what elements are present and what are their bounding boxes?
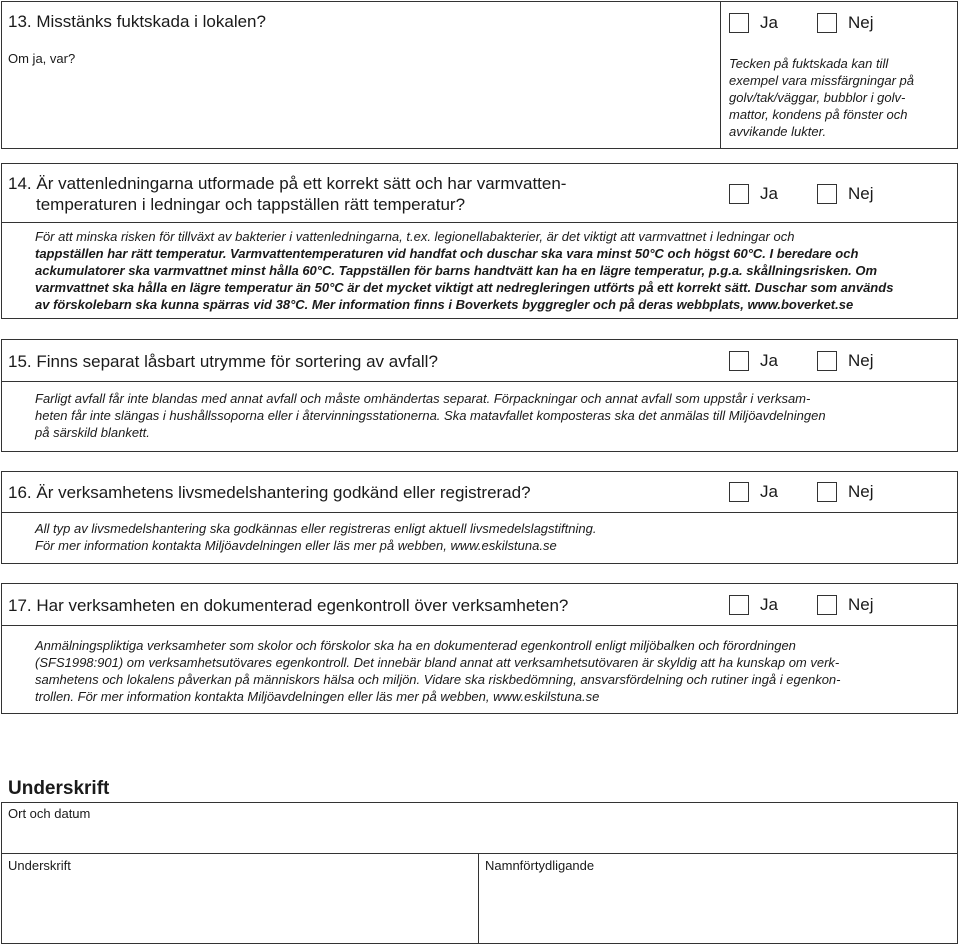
q16-yes-label: Ja [760,482,778,501]
q14-question-line: 14. Är vattenledningarna utformade på ett korrekt sätt och har varmvatten- [8,174,567,193]
place-date-label: Ort och datum [8,806,91,821]
q14-note [35,228,955,313]
q17-question: 17. Har verksamheten en dokumenterad egenkontroll över verksamheten? [8,596,569,615]
q17-divider [2,625,957,626]
q15-yes-checkbox[interactable] [729,351,749,371]
signature-field[interactable] [4,874,474,940]
q14-note-line: varmvattnet ska hålla en lägre temperatur än 50°C är det mycket viktigt att nedregleringen utförts på ett korrekt sätt. Duschar som används [35,280,894,295]
q14-question-line: temperaturen i ledningar och tappställen rätt temperatur? [36,195,466,214]
q15-note-line: heten får inte slängas i hushållssoporna eller i återvinningsstationerna. Ska matavfallet komposteras ska det anmälas till Miljöavdelningen [35,408,826,423]
q14-yes-label: Ja [760,184,778,203]
signature-column-divider [478,854,479,943]
q17-no-label: Nej [848,595,874,614]
q13-side-note-line: mattor, kondens på fönster och [729,107,908,122]
q13-side-note [729,55,954,140]
q13-divider [720,2,721,148]
q13-side-note-line: golv/tak/väggar, bubblor i golv- [729,90,906,105]
q14-question [8,173,566,215]
q13-no-label: Nej [848,13,874,32]
q17-note-line: (SFS1998:901) om verksamhetsutövares egenkontroll. Det innebär bland annat att verksamhetsutövaren är skyldig att ha kunskap om verk- [35,655,840,670]
q13-location-field[interactable] [90,44,710,144]
q15-note-line: på särskild blankett. [35,425,150,440]
q14-note-line: tappställen har rätt temperatur. Varmvattentemperaturen vid handfat och duschar ska vara minst 50°C och högst 60°C. I beredare och [35,246,859,261]
q14-no-checkbox[interactable] [817,184,837,204]
q16-note [35,520,955,554]
q15-no-label: Nej [848,351,874,370]
q13-yes-checkbox[interactable] [729,13,749,33]
q13-location-label: Om ja, var? [8,51,76,66]
signature-title: Underskrift [8,778,110,799]
name-clarification-label: Namnförtydligande [485,858,595,873]
q15-question: 15. Finns separat låsbart utrymme för sortering av avfall? [8,352,438,371]
q17-no-checkbox[interactable] [817,595,837,615]
q16-question: 16. Är verksamhetens livsmedelshantering godkänd eller registrerad? [8,483,531,502]
q17-yes-label: Ja [760,595,778,614]
q14-yes-checkbox[interactable] [729,184,749,204]
q13-side-note-line: exempel vara missfärgningar på [729,73,914,88]
q15-yes-label: Ja [760,351,778,370]
q17-note-line: samhetens och lokalens påverkan på människors hälsa och miljön. Vidare ska riskbedömning, ansvarsfördelning och rutiner ingå i egenkon- [35,672,841,687]
q16-yes-checkbox[interactable] [729,482,749,502]
q17-note-line: Anmälningspliktiga verksamheter som skolor och förskolor ska ha en dokumenterad egenkontroll enligt miljöbalken och förordningen [35,638,796,653]
q17-note [35,637,955,705]
q14-note-line: av förskolebarn ska kunna spärras vid 38°C. Mer information finns i Boverkets byggregler och på deras webbplats, www.boverket.se [35,297,854,312]
q16-divider [2,512,957,513]
q16-no-label: Nej [848,482,874,501]
q15-divider [2,381,957,382]
q17-note-line: trollen. För mer information kontakta Miljöavdelningen eller läs mer på webben, www.eskilstuna.se [35,689,600,704]
name-clarification-field[interactable] [482,874,954,940]
q14-no-label: Nej [848,184,874,203]
q14-note-line: För att minska risken för tillväxt av bakterier i vattenledningarna, t.ex. legionellabakterier, är det viktigt att varmvattnet i ledningar och [35,229,795,244]
q14-divider [2,222,957,223]
q15-note [35,390,955,441]
signature-divider [2,853,957,854]
signature-label: Underskrift [8,858,71,873]
q16-note-line: För mer information kontakta Miljöavdelningen eller läs mer på webben, www.eskilstuna.se [35,538,557,553]
q13-side-note-line: avvikande lukter. [729,124,827,139]
q15-no-checkbox[interactable] [817,351,837,371]
place-date-field[interactable] [4,822,954,850]
q17-yes-checkbox[interactable] [729,595,749,615]
q16-no-checkbox[interactable] [817,482,837,502]
q13-yes-label: Ja [760,13,778,32]
q13-side-note-line: Tecken på fuktskada kan till [729,56,889,71]
q13-no-checkbox[interactable] [817,13,837,33]
q13-question: 13. Misstänks fuktskada i lokalen? [8,12,266,31]
q16-note-line: All typ av livsmedelshantering ska godkännas eller registreras enligt aktuell livsmedelslagstiftning. [35,521,597,536]
q15-note-line: Farligt avfall får inte blandas med annat avfall och måste omhändertas separat. Förpackningar och annat avfall som uppstår i verksam- [35,391,811,406]
q14-note-line: ackumulatorer ska varmvattnet minst hålla 60°C. Tappställen för barns handtvätt kan ha en lägre temperatur, p.g.a. skållningsrisken. Om [35,263,878,278]
